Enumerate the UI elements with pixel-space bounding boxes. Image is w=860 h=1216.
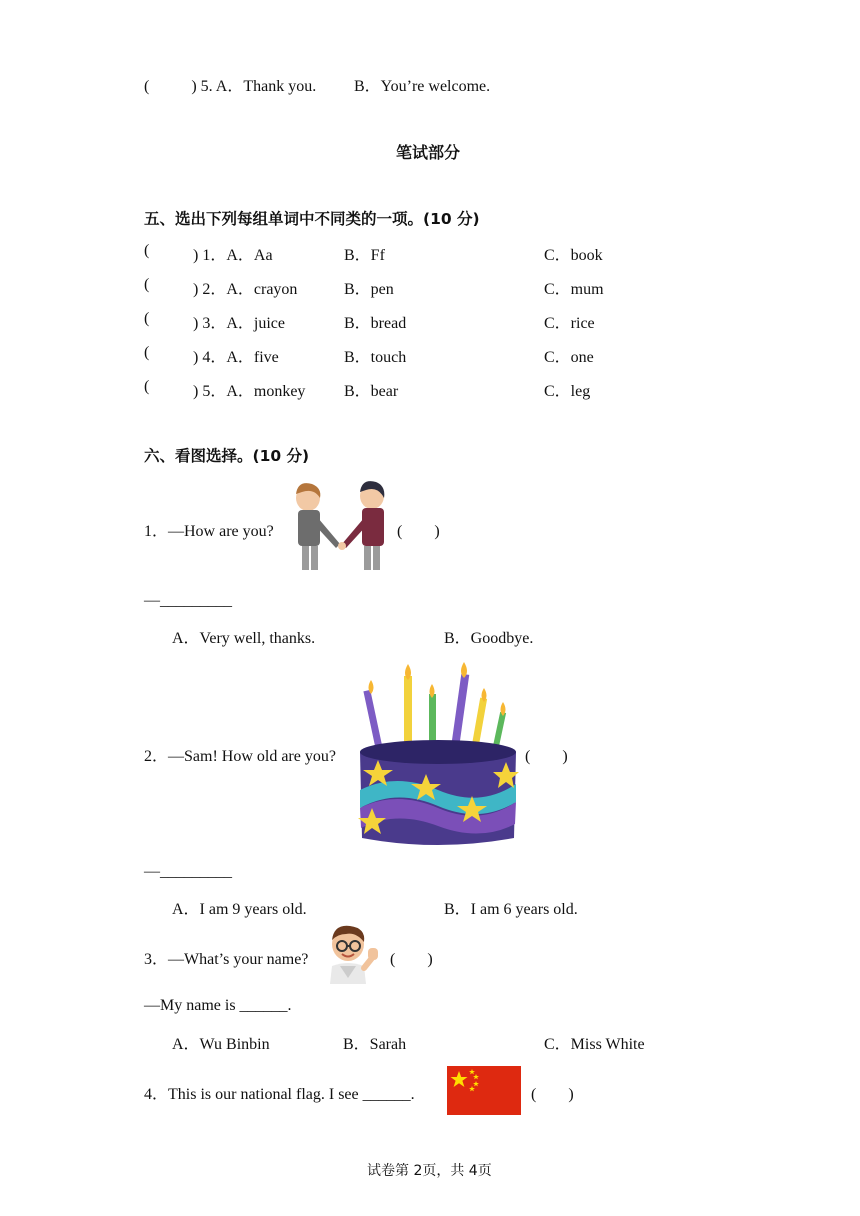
section6-heading: 六、看图选择。(10 分) [144,447,310,465]
section5-heading: 五、选出下列每组单词中不同类的一项。(10 分) [144,210,480,228]
word-group-row-1-option-c: C．book [544,247,603,264]
q1-option-b: B．Goodbye. [444,630,534,647]
q3-option-c: C．Miss White [544,1036,645,1053]
option-b: B．You’re welcome. [354,78,491,95]
q3-answer-blank: —My name is ______. [144,997,292,1014]
answer-paren-open: ( [144,242,150,259]
word-group-row-3-option-a: ) 3．A．juice [193,315,285,332]
boy-waving-illustration [326,922,384,988]
page-footer: 试卷第 2页，共 4页 [367,1163,492,1179]
q2-option-a: A．I am 9 years old. [172,901,307,918]
q3-option-b: B．Sarah [343,1036,407,1053]
word-group-row-2-option-b: B．pen [344,281,394,298]
q1-answer-blank: —_________ [144,592,232,609]
answer-paren-close: ) [191,78,197,95]
word-group-row-5-option-c: C．leg [544,383,591,400]
birthday-cake-illustration [356,662,520,848]
q2-answer-paren: ( ) [525,748,568,765]
listening-q5 [144,73,316,96]
answer-paren-open: ( [144,276,150,293]
q2-answer-blank: —_________ [144,863,232,880]
word-group-row-5-option-a: ) 5．A．monkey [193,383,306,400]
q1-text: 1．—How are you? [144,523,274,540]
answer-paren-open: ( [144,378,150,395]
answer-paren-open: ( [144,310,150,327]
china-flag-image [447,1066,521,1115]
q1-answer-paren: ( ) [397,523,440,540]
word-group-row-4-option-b: B．touch [344,349,407,366]
answer-paren-open: ( [144,344,150,361]
q1-option-a: A．Very well, thanks. [172,630,316,647]
q3-text: 3．—What’s your name? [144,951,309,968]
word-group-row-3-option-b: B．bread [344,315,407,332]
section-title: 笔试部分 [396,143,461,162]
q3-option-a: A．Wu Binbin [172,1036,270,1053]
word-group-row-1-option-a: ) 1．A．Aa [193,247,273,264]
handshake-illustration [288,478,393,574]
q2-text: 2．—Sam! How old are you? [144,748,336,765]
q4-text: 4．This is our national flag. I see ______. [144,1086,415,1103]
word-group-row-2-option-a: ) 2．A．crayon [193,281,298,298]
word-group-row-1-option-b: B．Ff [344,247,385,264]
word-group-row-4-option-c: C．one [544,349,594,366]
word-group-row-2-option-c: C．mum [544,281,604,298]
q2-option-b: B．I am 6 years old. [444,901,578,918]
question-text: 5. A．Thank you. [200,78,317,95]
word-group-row-4-option-a: ) 4．A．five [193,349,279,366]
answer-paren-open: ( [144,78,150,95]
q4-answer-paren: ( ) [531,1086,574,1103]
q3-answer-paren: ( ) [390,951,433,968]
word-group-row-5-option-b: B．bear [344,383,399,400]
word-group-row-3-option-c: C．rice [544,315,595,332]
